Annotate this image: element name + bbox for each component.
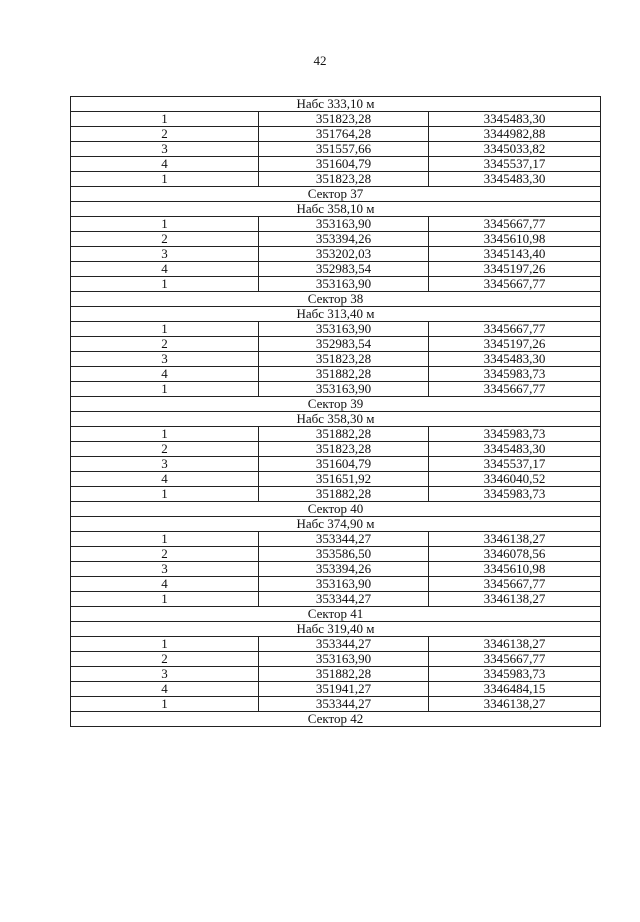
x-coordinate-cell: 353202,03 xyxy=(259,247,429,262)
y-coordinate-cell: 3345983,73 xyxy=(429,427,601,442)
point-number-cell: 2 xyxy=(71,442,259,457)
point-number-cell: 2 xyxy=(71,337,259,352)
y-coordinate-cell: 3345667,77 xyxy=(429,322,601,337)
table-row xyxy=(71,142,601,157)
point-number-cell: 1 xyxy=(71,532,259,547)
y-coordinate-cell: 3345667,77 xyxy=(429,577,601,592)
section-label: Сектор 39 xyxy=(71,397,601,412)
table-row xyxy=(71,652,601,667)
table-row xyxy=(71,442,601,457)
point-number-cell: 1 xyxy=(71,487,259,502)
point-number-cell: 4 xyxy=(71,472,259,487)
y-coordinate-cell: 3346040,52 xyxy=(429,472,601,487)
point-number-cell: 3 xyxy=(71,142,259,157)
table-section-row xyxy=(71,607,601,622)
y-coordinate-cell: 3345033,82 xyxy=(429,142,601,157)
table-section-row xyxy=(71,97,601,112)
x-coordinate-cell: 353163,90 xyxy=(259,652,429,667)
table-row xyxy=(71,697,601,712)
y-coordinate-cell: 3345983,73 xyxy=(429,487,601,502)
coordinates-table-body xyxy=(71,97,601,727)
x-coordinate-cell: 351823,28 xyxy=(259,442,429,457)
point-number-cell: 1 xyxy=(71,217,259,232)
table-section-row xyxy=(71,202,601,217)
table-section-row xyxy=(71,187,601,202)
x-coordinate-cell: 352983,54 xyxy=(259,262,429,277)
y-coordinate-cell: 3345667,77 xyxy=(429,277,601,292)
table-row xyxy=(71,277,601,292)
x-coordinate-cell: 351882,28 xyxy=(259,367,429,382)
table-row xyxy=(71,532,601,547)
point-number-cell: 2 xyxy=(71,232,259,247)
table-row xyxy=(71,127,601,142)
section-label: Сектор 42 xyxy=(71,712,601,727)
point-number-cell: 4 xyxy=(71,367,259,382)
x-coordinate-cell: 353586,50 xyxy=(259,547,429,562)
y-coordinate-cell: 3345483,30 xyxy=(429,172,601,187)
table-row xyxy=(71,337,601,352)
section-label: Набс 374,90 м xyxy=(71,517,601,532)
x-coordinate-cell: 353394,26 xyxy=(259,562,429,577)
y-coordinate-cell: 3346138,27 xyxy=(429,532,601,547)
y-coordinate-cell: 3345143,40 xyxy=(429,247,601,262)
y-coordinate-cell: 3346138,27 xyxy=(429,637,601,652)
point-number-cell: 3 xyxy=(71,667,259,682)
y-coordinate-cell: 3345537,17 xyxy=(429,157,601,172)
x-coordinate-cell: 351604,79 xyxy=(259,157,429,172)
table-section-row xyxy=(71,307,601,322)
section-label: Набс 333,10 м xyxy=(71,97,601,112)
x-coordinate-cell: 353344,27 xyxy=(259,697,429,712)
x-coordinate-cell: 353344,27 xyxy=(259,637,429,652)
point-number-cell: 3 xyxy=(71,247,259,262)
y-coordinate-cell: 3345667,77 xyxy=(429,652,601,667)
table-row xyxy=(71,382,601,397)
y-coordinate-cell: 3345983,73 xyxy=(429,367,601,382)
table-section-row xyxy=(71,412,601,427)
table-row xyxy=(71,592,601,607)
y-coordinate-cell: 3346138,27 xyxy=(429,697,601,712)
x-coordinate-cell: 351823,28 xyxy=(259,352,429,367)
y-coordinate-cell: 3345667,77 xyxy=(429,382,601,397)
table-row xyxy=(71,247,601,262)
point-number-cell: 3 xyxy=(71,352,259,367)
point-number-cell: 1 xyxy=(71,172,259,187)
table-row xyxy=(71,427,601,442)
y-coordinate-cell: 3345667,77 xyxy=(429,217,601,232)
y-coordinate-cell: 3345983,73 xyxy=(429,667,601,682)
x-coordinate-cell: 351882,28 xyxy=(259,427,429,442)
y-coordinate-cell: 3345483,30 xyxy=(429,112,601,127)
point-number-cell: 3 xyxy=(71,562,259,577)
table-row xyxy=(71,352,601,367)
table-row xyxy=(71,367,601,382)
table-row xyxy=(71,682,601,697)
x-coordinate-cell: 353163,90 xyxy=(259,577,429,592)
section-label: Набс 319,40 м xyxy=(71,622,601,637)
x-coordinate-cell: 353163,90 xyxy=(259,382,429,397)
table-section-row xyxy=(71,517,601,532)
table-row xyxy=(71,172,601,187)
table-row xyxy=(71,457,601,472)
section-label: Набс 313,40 м xyxy=(71,307,601,322)
point-number-cell: 1 xyxy=(71,592,259,607)
section-label: Набс 358,10 м xyxy=(71,202,601,217)
x-coordinate-cell: 351557,66 xyxy=(259,142,429,157)
y-coordinate-cell: 3345610,98 xyxy=(429,232,601,247)
table-row xyxy=(71,562,601,577)
point-number-cell: 1 xyxy=(71,322,259,337)
point-number-cell: 1 xyxy=(71,427,259,442)
point-number-cell: 1 xyxy=(71,697,259,712)
table-row xyxy=(71,487,601,502)
y-coordinate-cell: 3345537,17 xyxy=(429,457,601,472)
y-coordinate-cell: 3345483,30 xyxy=(429,352,601,367)
point-number-cell: 1 xyxy=(71,382,259,397)
x-coordinate-cell: 353394,26 xyxy=(259,232,429,247)
section-label: Сектор 38 xyxy=(71,292,601,307)
x-coordinate-cell: 353163,90 xyxy=(259,217,429,232)
table-row xyxy=(71,262,601,277)
x-coordinate-cell: 351604,79 xyxy=(259,457,429,472)
table-section-row xyxy=(71,712,601,727)
x-coordinate-cell: 352983,54 xyxy=(259,337,429,352)
y-coordinate-cell: 3345197,26 xyxy=(429,337,601,352)
point-number-cell: 4 xyxy=(71,682,259,697)
table-section-row xyxy=(71,292,601,307)
y-coordinate-cell: 3345197,26 xyxy=(429,262,601,277)
point-number-cell: 2 xyxy=(71,652,259,667)
section-label: Сектор 37 xyxy=(71,187,601,202)
table-section-row xyxy=(71,622,601,637)
table-row xyxy=(71,157,601,172)
x-coordinate-cell: 351941,27 xyxy=(259,682,429,697)
y-coordinate-cell: 3346078,56 xyxy=(429,547,601,562)
x-coordinate-cell: 353163,90 xyxy=(259,277,429,292)
section-label: Набс 358,30 м xyxy=(71,412,601,427)
point-number-cell: 1 xyxy=(71,277,259,292)
table-row xyxy=(71,472,601,487)
table-section-row xyxy=(71,397,601,412)
x-coordinate-cell: 351764,28 xyxy=(259,127,429,142)
table-row xyxy=(71,547,601,562)
table-row xyxy=(71,322,601,337)
y-coordinate-cell: 3344982,88 xyxy=(429,127,601,142)
point-number-cell: 4 xyxy=(71,157,259,172)
table-row xyxy=(71,637,601,652)
x-coordinate-cell: 353163,90 xyxy=(259,322,429,337)
page-number: 42 xyxy=(313,53,327,68)
point-number-cell: 4 xyxy=(71,577,259,592)
table-row xyxy=(71,217,601,232)
table-section-row xyxy=(71,502,601,517)
coordinates-table xyxy=(70,96,601,727)
x-coordinate-cell: 351823,28 xyxy=(259,172,429,187)
section-label: Сектор 40 xyxy=(71,502,601,517)
table-row xyxy=(71,112,601,127)
point-number-cell: 3 xyxy=(71,457,259,472)
y-coordinate-cell: 3345610,98 xyxy=(429,562,601,577)
x-coordinate-cell: 351882,28 xyxy=(259,487,429,502)
x-coordinate-cell: 353344,27 xyxy=(259,532,429,547)
y-coordinate-cell: 3346484,15 xyxy=(429,682,601,697)
point-number-cell: 2 xyxy=(71,547,259,562)
x-coordinate-cell: 353344,27 xyxy=(259,592,429,607)
x-coordinate-cell: 351823,28 xyxy=(259,112,429,127)
point-number-cell: 1 xyxy=(71,112,259,127)
y-coordinate-cell: 3346138,27 xyxy=(429,592,601,607)
point-number-cell: 2 xyxy=(71,127,259,142)
x-coordinate-cell: 351651,92 xyxy=(259,472,429,487)
section-label: Сектор 41 xyxy=(71,607,601,622)
table-row xyxy=(71,577,601,592)
table-row xyxy=(71,232,601,247)
table-row xyxy=(71,667,601,682)
point-number-cell: 1 xyxy=(71,637,259,652)
x-coordinate-cell: 351882,28 xyxy=(259,667,429,682)
point-number-cell: 4 xyxy=(71,262,259,277)
y-coordinate-cell: 3345483,30 xyxy=(429,442,601,457)
